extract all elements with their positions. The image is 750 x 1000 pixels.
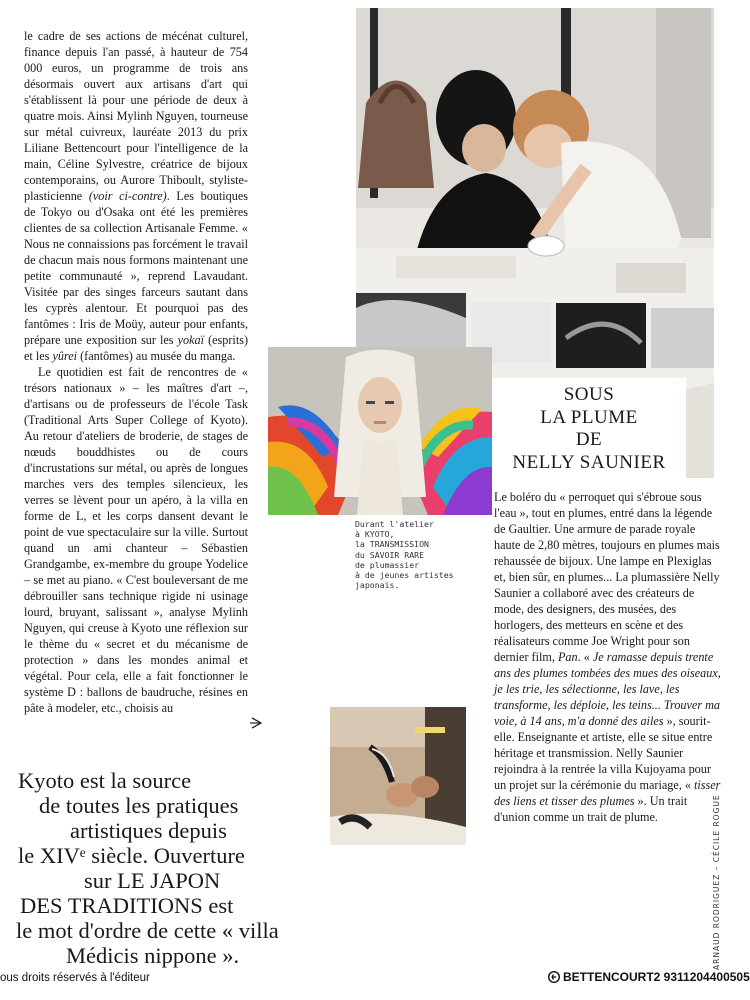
caption-line: de plumassier (355, 559, 420, 570)
publisher-logo-icon (548, 971, 560, 983)
text-run-italic: (voir ci-contre) (88, 189, 167, 203)
quote-line: le mot d'ordre de cette « villa (16, 918, 279, 943)
caption-line: japonais. (355, 580, 400, 591)
heading-line: NELLY SAUNIER (512, 451, 666, 473)
caption-line: du SAVOIR RARE (355, 549, 425, 560)
quote-line: le XIVᵉ siècle. Ouverture (18, 843, 245, 868)
text-run-italic: Je ramasse depuis trente ans des plumes tombées des mues des oiseaux, je les trie, les sélectionne, les lave, les transforme, les déploie, les teins... Trouver ma voie, à 14 ans, m'a donné des ailes (494, 650, 721, 728)
quote-line: sur LE JAPON (84, 868, 221, 893)
section-heading (492, 384, 686, 474)
source-reference (548, 970, 750, 984)
text-run-italic: tisser des liens et tisser des plumes (494, 778, 721, 808)
quote-line: artistiques depuis (70, 818, 227, 843)
left-article-column (24, 28, 248, 716)
photo-credit: ARNAUD RODRIGUEZ – CÉCILE ROGUE – (712, 786, 721, 970)
quote-line: DES TRADITIONS est (20, 893, 234, 918)
caption-line: Durant l'atelier (355, 519, 434, 529)
pull-quote (14, 768, 284, 968)
feather-cape-photo (268, 347, 492, 515)
quote-line: de toutes les pratiques (39, 793, 239, 818)
chevron-right-icon (250, 715, 264, 731)
text-run: (fantômes) au musée du manga. (77, 349, 236, 363)
quote-line: Kyoto est la source (18, 768, 192, 793)
source-reference-text: BETTENCOURT2 9311204400505 (563, 970, 750, 984)
heading-line: SOUS (563, 384, 615, 405)
text-run-italic: Pan (557, 650, 578, 664)
quote-line: Médicis nippone ». (66, 943, 240, 968)
feather-work-photo (330, 707, 466, 845)
text-run-italic: yûrei (52, 349, 78, 363)
feather-cape-illustration (268, 347, 492, 515)
text-run: le cadre de ses actions de mécénat culturel, finance depuis l'an passé, à hauteur de 754 000 euros, un programme de trois ans désormais ouvert aux artisans d'art qui s'établissent là pour une période de deux à quatre mois. Ainsi Mylinh Nguyen, tourneuse sur métal cuivreux, lauréate 2013 du prix Liliane Bettencourt pour l'intelligence de la main, Céline Sylvestre, créatrice de bijoux contemporains, ou Aurore Thiboult, styliste-plasticienne (24, 29, 248, 203)
text-run: (esprits) et les (24, 333, 249, 363)
caption-line: à KYOTO, (355, 529, 395, 540)
left-paragraph-2: Le quotidien est fait de rencontres de « trésors nationaux » – les maîtres d'art –, d'artisans ou de professeurs de l'école Task (Traditional Arts Super College of Kyoto). Au retour d'ateliers de broderie, de stages de nœuds bouddhistes ou de cours d'incrustations sur métal, ou après de longues marches vers des temples silencieux, les verres se lèvent pour un apéro, à la villa en forme de L, et les corps dansent devant le point de vue spectaculaire sur la ville. Surtout quand un ami chanteur – Sébastien Grandgambe, ex-membre du groupe Yodelice – se met au piano. « C'est bouleversant de me débrouiller sans technique rigide ni usinage lourd, bruyant, salissant », analyse Mylinh Nguyen, qui creuse à Kyoto une réflexion sur le thème du « secret et du mécanisme de protection » dans les mondes animal et végétal. Pour cela, elle a fait fonctionner le système D : ballons de baudruche, résines en pâte à modeler, etc., choisis au (24, 365, 248, 715)
text-run: ». Un trait d'union comme un trait de plume. (494, 794, 688, 824)
text-run-italic: yokaï (177, 333, 205, 347)
caption-line: à de jeunes artistes (355, 570, 454, 581)
rights-notice: ous droits réservés à l'éditeur (0, 972, 150, 984)
heading-line: DE (575, 429, 603, 450)
heading-line: LA PLUME (540, 406, 638, 428)
right-article-column (494, 489, 724, 825)
text-run: . Les boutiques de Tokyo ou d'Osaka ont été les premières clientes de sa collection Artisanale Femme. « Nous ne connaissions pas forcément le travail de chacun mais nous formons maintenant une petite communauté », reprend Lavaudant. Visitée par des singes farceurs sautant dans les cyprès alentour. Et pourquoi pas des fantômes : Iris de Moüy, auteur pour enfants, prépare une exposition sur les (24, 189, 248, 347)
photo-caption (355, 519, 475, 590)
left-paragraph-1 (24, 28, 248, 364)
caption-line: la TRANSMISSION (355, 539, 429, 550)
feather-work-illustration (330, 707, 466, 845)
text-run: Le boléro du « perroquet qui s'ébroue sous l'eau », tout en plumes, entré dans la légende de Gaultier. Une armure de parade royale haute de 2,80 mètres, toujours en plumes mais rehaussée de bijoux. Une lampe en Plexiglas et, bien sûr, en plumes... La plumassière Nelly Saunier a collaboré avec des créateurs de mode, des designers, des musées, des horlogers, des metteurs en scène et des réalisateurs comme Joe Wright pour son dernier film, (494, 490, 720, 664)
text-run: », sourit-elle. Enseignante et artiste, elle se situe entre héritage et transmission. Nelly Saunier rejoindra à la rentrée la villa Kujoyama pour un projet sur la cérémonie du mariage, « (494, 714, 713, 792)
text-run: . « (577, 650, 593, 664)
